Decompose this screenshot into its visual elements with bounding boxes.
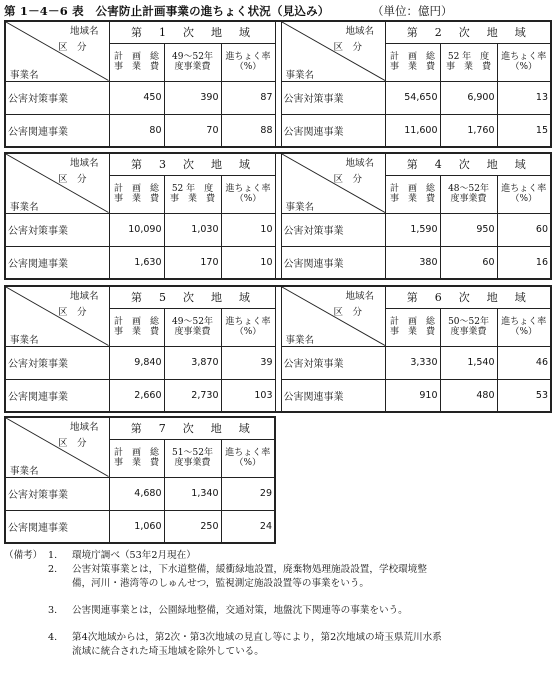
corner-project-label: 事業名 xyxy=(10,466,39,477)
column-header xyxy=(497,175,551,213)
row-label: 公害対策事業 xyxy=(5,477,109,510)
planned-total-cell: 450 xyxy=(109,81,164,114)
period-cost-cell: 250 xyxy=(164,510,221,543)
note-number: 4. xyxy=(48,632,58,643)
column-header-line: 49〜52年 xyxy=(172,317,213,327)
column-header-line: （%） xyxy=(234,194,262,204)
column-header-line: 進ちょく率 xyxy=(501,317,547,327)
corner-header xyxy=(5,21,109,81)
column-header-line: 計 画 総 xyxy=(113,317,159,327)
planned-total-cell: 80 xyxy=(109,114,164,147)
column-header-line: 進ちょく率 xyxy=(225,448,271,458)
column-header xyxy=(109,439,164,477)
row-label: 公害対策事業 xyxy=(5,81,109,114)
note-text: 第4次地域からは，第2次・第3次地域の見直し等により，第2次地域の埼玉県荒川水系流域に統合された埼玉地域を除外している。 xyxy=(72,632,442,657)
column-header-line: 事 業 費 xyxy=(169,194,215,204)
column-header xyxy=(221,43,275,81)
note-text: 公害関連事業とは，公園緑地整備，交通対策，地盤沈下関連等の事業をいう。 xyxy=(72,605,408,616)
planned-total-cell: 1,630 xyxy=(109,246,164,279)
column-header-line: 事 業 費 xyxy=(113,194,159,204)
period-cost-cell: 390 xyxy=(164,81,221,114)
column-header-line: 50〜52年 xyxy=(448,317,489,327)
corner-project-label: 事業名 xyxy=(285,202,315,213)
column-header-line: 計 画 総 xyxy=(113,184,159,194)
row-label: 公害対策事業 xyxy=(5,346,109,379)
column-header xyxy=(497,43,551,81)
column-header-line: 52 年 度 xyxy=(447,52,490,62)
column-header-line: 計 画 総 xyxy=(390,52,436,62)
note-number: 1. xyxy=(48,550,58,561)
column-header-line: 度事業費 xyxy=(174,62,211,72)
note-number: 2. xyxy=(48,564,58,575)
column-header-line: 49〜52年 xyxy=(172,52,213,62)
column-header-line: 進ちょく率 xyxy=(501,52,547,62)
progress-rate-cell: 60 xyxy=(497,213,551,246)
period-cost-cell: 2,730 xyxy=(164,379,221,412)
column-header xyxy=(440,308,497,346)
column-header xyxy=(221,439,275,477)
column-header-line: 度事業費 xyxy=(174,458,211,468)
corner-header xyxy=(5,153,109,213)
column-header-line: 計 画 総 xyxy=(113,448,159,458)
column-header xyxy=(164,308,221,346)
column-header xyxy=(164,175,221,213)
planned-total-cell: 4,680 xyxy=(109,477,164,510)
table-row xyxy=(5,477,275,510)
corner-category-label: 区 分 xyxy=(58,42,87,53)
period-cost-cell: 1,540 xyxy=(440,346,497,379)
row-label: 公害対策事業 xyxy=(281,213,385,246)
corner-project-label: 事業名 xyxy=(10,335,39,346)
column-header-line: 進ちょく率 xyxy=(225,52,271,62)
progress-table xyxy=(4,416,276,544)
column-header-line: 計 画 総 xyxy=(113,52,159,62)
region-header: 第 3 次 地 域 xyxy=(109,153,275,175)
column-header-line: 51〜52年 xyxy=(172,448,213,458)
planned-total-cell: 380 xyxy=(385,246,440,279)
corner-category-label: 区 分 xyxy=(333,174,363,185)
row-label: 公害関連事業 xyxy=(281,379,385,412)
planned-total-cell: 1,060 xyxy=(109,510,164,543)
corner-region-label: 地域名 xyxy=(345,26,375,37)
period-cost-cell: 480 xyxy=(440,379,497,412)
progress-rate-cell: 16 xyxy=(497,246,551,279)
progress-rate-cell: 24 xyxy=(221,510,275,543)
period-cost-cell: 1,760 xyxy=(440,114,497,147)
progress-rate-cell: 88 xyxy=(221,114,275,147)
column-header xyxy=(440,175,497,213)
column-header xyxy=(385,308,440,346)
region-header: 第 1 次 地 域 xyxy=(109,21,275,43)
corner-category-label: 区 分 xyxy=(333,42,363,53)
column-header-line: 事 業 費 xyxy=(446,62,492,72)
column-header-line: 進ちょく率 xyxy=(225,184,271,194)
region-header: 第 2 次 地 域 xyxy=(385,21,551,43)
row-label: 公害関連事業 xyxy=(5,379,109,412)
row-label: 公害対策事業 xyxy=(281,81,385,114)
progress-table xyxy=(4,20,552,148)
corner-region-label: 地域名 xyxy=(70,422,99,433)
column-header-line: 事 業 費 xyxy=(390,194,436,204)
progress-rate-cell: 10 xyxy=(221,213,275,246)
column-header xyxy=(385,43,440,81)
column-header-line: 進ちょく率 xyxy=(501,184,547,194)
column-header-line: 48〜52年 xyxy=(448,184,489,194)
column-header-line: （%） xyxy=(234,327,262,337)
corner-region-label: 地域名 xyxy=(70,291,99,302)
row-label: 公害関連事業 xyxy=(281,246,385,279)
period-cost-cell: 950 xyxy=(440,213,497,246)
column-header-line: （%） xyxy=(510,194,538,204)
column-header-line: （%） xyxy=(234,458,262,468)
column-header-line: 計 画 総 xyxy=(390,317,436,327)
progress-table xyxy=(4,152,552,280)
corner-project-label: 事業名 xyxy=(285,335,315,346)
progress-rate-cell: 10 xyxy=(221,246,275,279)
corner-category-label: 区 分 xyxy=(333,307,363,318)
column-header-line: 進ちょく率 xyxy=(225,317,271,327)
corner-category-label: 区 分 xyxy=(58,174,87,185)
column-header xyxy=(164,43,221,81)
corner-region-label: 地域名 xyxy=(70,158,99,169)
planned-total-cell: 54,650 xyxy=(385,81,440,114)
progress-rate-cell: 53 xyxy=(497,379,551,412)
period-cost-cell: 60 xyxy=(440,246,497,279)
note-number: 3. xyxy=(48,605,58,616)
period-cost-cell: 6,900 xyxy=(440,81,497,114)
corner-header xyxy=(5,417,109,477)
corner-header xyxy=(281,153,385,213)
progress-rate-cell: 13 xyxy=(497,81,551,114)
column-header xyxy=(221,175,275,213)
progress-rate-cell: 103 xyxy=(221,379,275,412)
row-label: 公害関連事業 xyxy=(281,114,385,147)
column-header-line: 計 画 総 xyxy=(390,184,436,194)
column-header-line: 事 業 費 xyxy=(390,327,436,337)
column-header-line: 事 業 費 xyxy=(113,62,159,72)
column-header-line: （%） xyxy=(510,327,538,337)
column-header xyxy=(440,43,497,81)
column-header-line: 度事業費 xyxy=(450,327,487,337)
corner-project-label: 事業名 xyxy=(10,70,39,81)
column-header xyxy=(109,308,164,346)
period-cost-cell: 3,870 xyxy=(164,346,221,379)
column-header-line: 事 業 費 xyxy=(113,327,159,337)
region-header: 第 5 次 地 域 xyxy=(109,286,275,308)
column-header-line: 52 年 度 xyxy=(171,184,214,194)
planned-total-cell: 1,590 xyxy=(385,213,440,246)
column-header xyxy=(164,439,221,477)
period-cost-cell: 1,340 xyxy=(164,477,221,510)
corner-region-label: 地域名 xyxy=(345,158,375,169)
row-label: 公害対策事業 xyxy=(281,346,385,379)
region-header: 第 4 次 地 域 xyxy=(385,153,551,175)
note-text: 公害対策事業とは，下水道整備，緩衝緑地設置，廃棄物処理施設設置，学校環境整備，河川・港湾等のしゅんせつ，監視測定施設設置等の事業をいう。 xyxy=(72,564,427,589)
planned-total-cell: 11,600 xyxy=(385,114,440,147)
progress-rate-cell: 39 xyxy=(221,346,275,379)
corner-project-label: 事業名 xyxy=(285,70,315,81)
row-label: 公害関連事業 xyxy=(5,246,109,279)
progress-rate-cell: 87 xyxy=(221,81,275,114)
planned-total-cell: 10,090 xyxy=(109,213,164,246)
period-cost-cell: 70 xyxy=(164,114,221,147)
progress-rate-cell: 29 xyxy=(221,477,275,510)
column-header xyxy=(497,308,551,346)
row-label: 公害対策事業 xyxy=(5,213,109,246)
region-header: 第 7 次 地 域 xyxy=(109,417,275,439)
corner-header xyxy=(281,21,385,81)
corner-category-label: 区 分 xyxy=(58,438,87,449)
column-header xyxy=(109,43,164,81)
unit-label: （単位：億円） xyxy=(372,4,453,18)
progress-rate-cell: 15 xyxy=(497,114,551,147)
table-row xyxy=(5,510,275,543)
region-header: 第 6 次 地 域 xyxy=(385,286,551,308)
column-header-line: 度事業費 xyxy=(450,194,487,204)
column-header xyxy=(385,175,440,213)
corner-region-label: 地域名 xyxy=(70,26,99,37)
corner-project-label: 事業名 xyxy=(10,202,39,213)
column-header xyxy=(109,175,164,213)
planned-total-cell: 2,660 xyxy=(109,379,164,412)
planned-total-cell: 3,330 xyxy=(385,346,440,379)
planned-total-cell: 910 xyxy=(385,379,440,412)
progress-rate-cell: 46 xyxy=(497,346,551,379)
corner-region-label: 地域名 xyxy=(345,291,375,302)
table-title: 第 1－4－6 表 公害防止計画事業の進ちょく状況（見込み） xyxy=(4,4,330,18)
column-header-line: 事 業 費 xyxy=(390,62,436,72)
notes-heading: （備考） xyxy=(4,550,43,561)
column-header-line: （%） xyxy=(234,62,262,72)
period-cost-cell: 1,030 xyxy=(164,213,221,246)
period-cost-cell: 170 xyxy=(164,246,221,279)
row-label: 公害関連事業 xyxy=(5,510,109,543)
row-label: 公害関連事業 xyxy=(5,114,109,147)
column-header-line: （%） xyxy=(510,62,538,72)
column-header-line: 事 業 費 xyxy=(113,458,159,468)
corner-header xyxy=(5,286,109,346)
corner-category-label: 区 分 xyxy=(58,307,87,318)
column-header-line: 度事業費 xyxy=(174,327,211,337)
corner-header xyxy=(281,286,385,346)
planned-total-cell: 9,840 xyxy=(109,346,164,379)
progress-table xyxy=(4,285,552,413)
column-header xyxy=(221,308,275,346)
note-text: 環境庁調べ（53年2月現在） xyxy=(72,550,196,561)
